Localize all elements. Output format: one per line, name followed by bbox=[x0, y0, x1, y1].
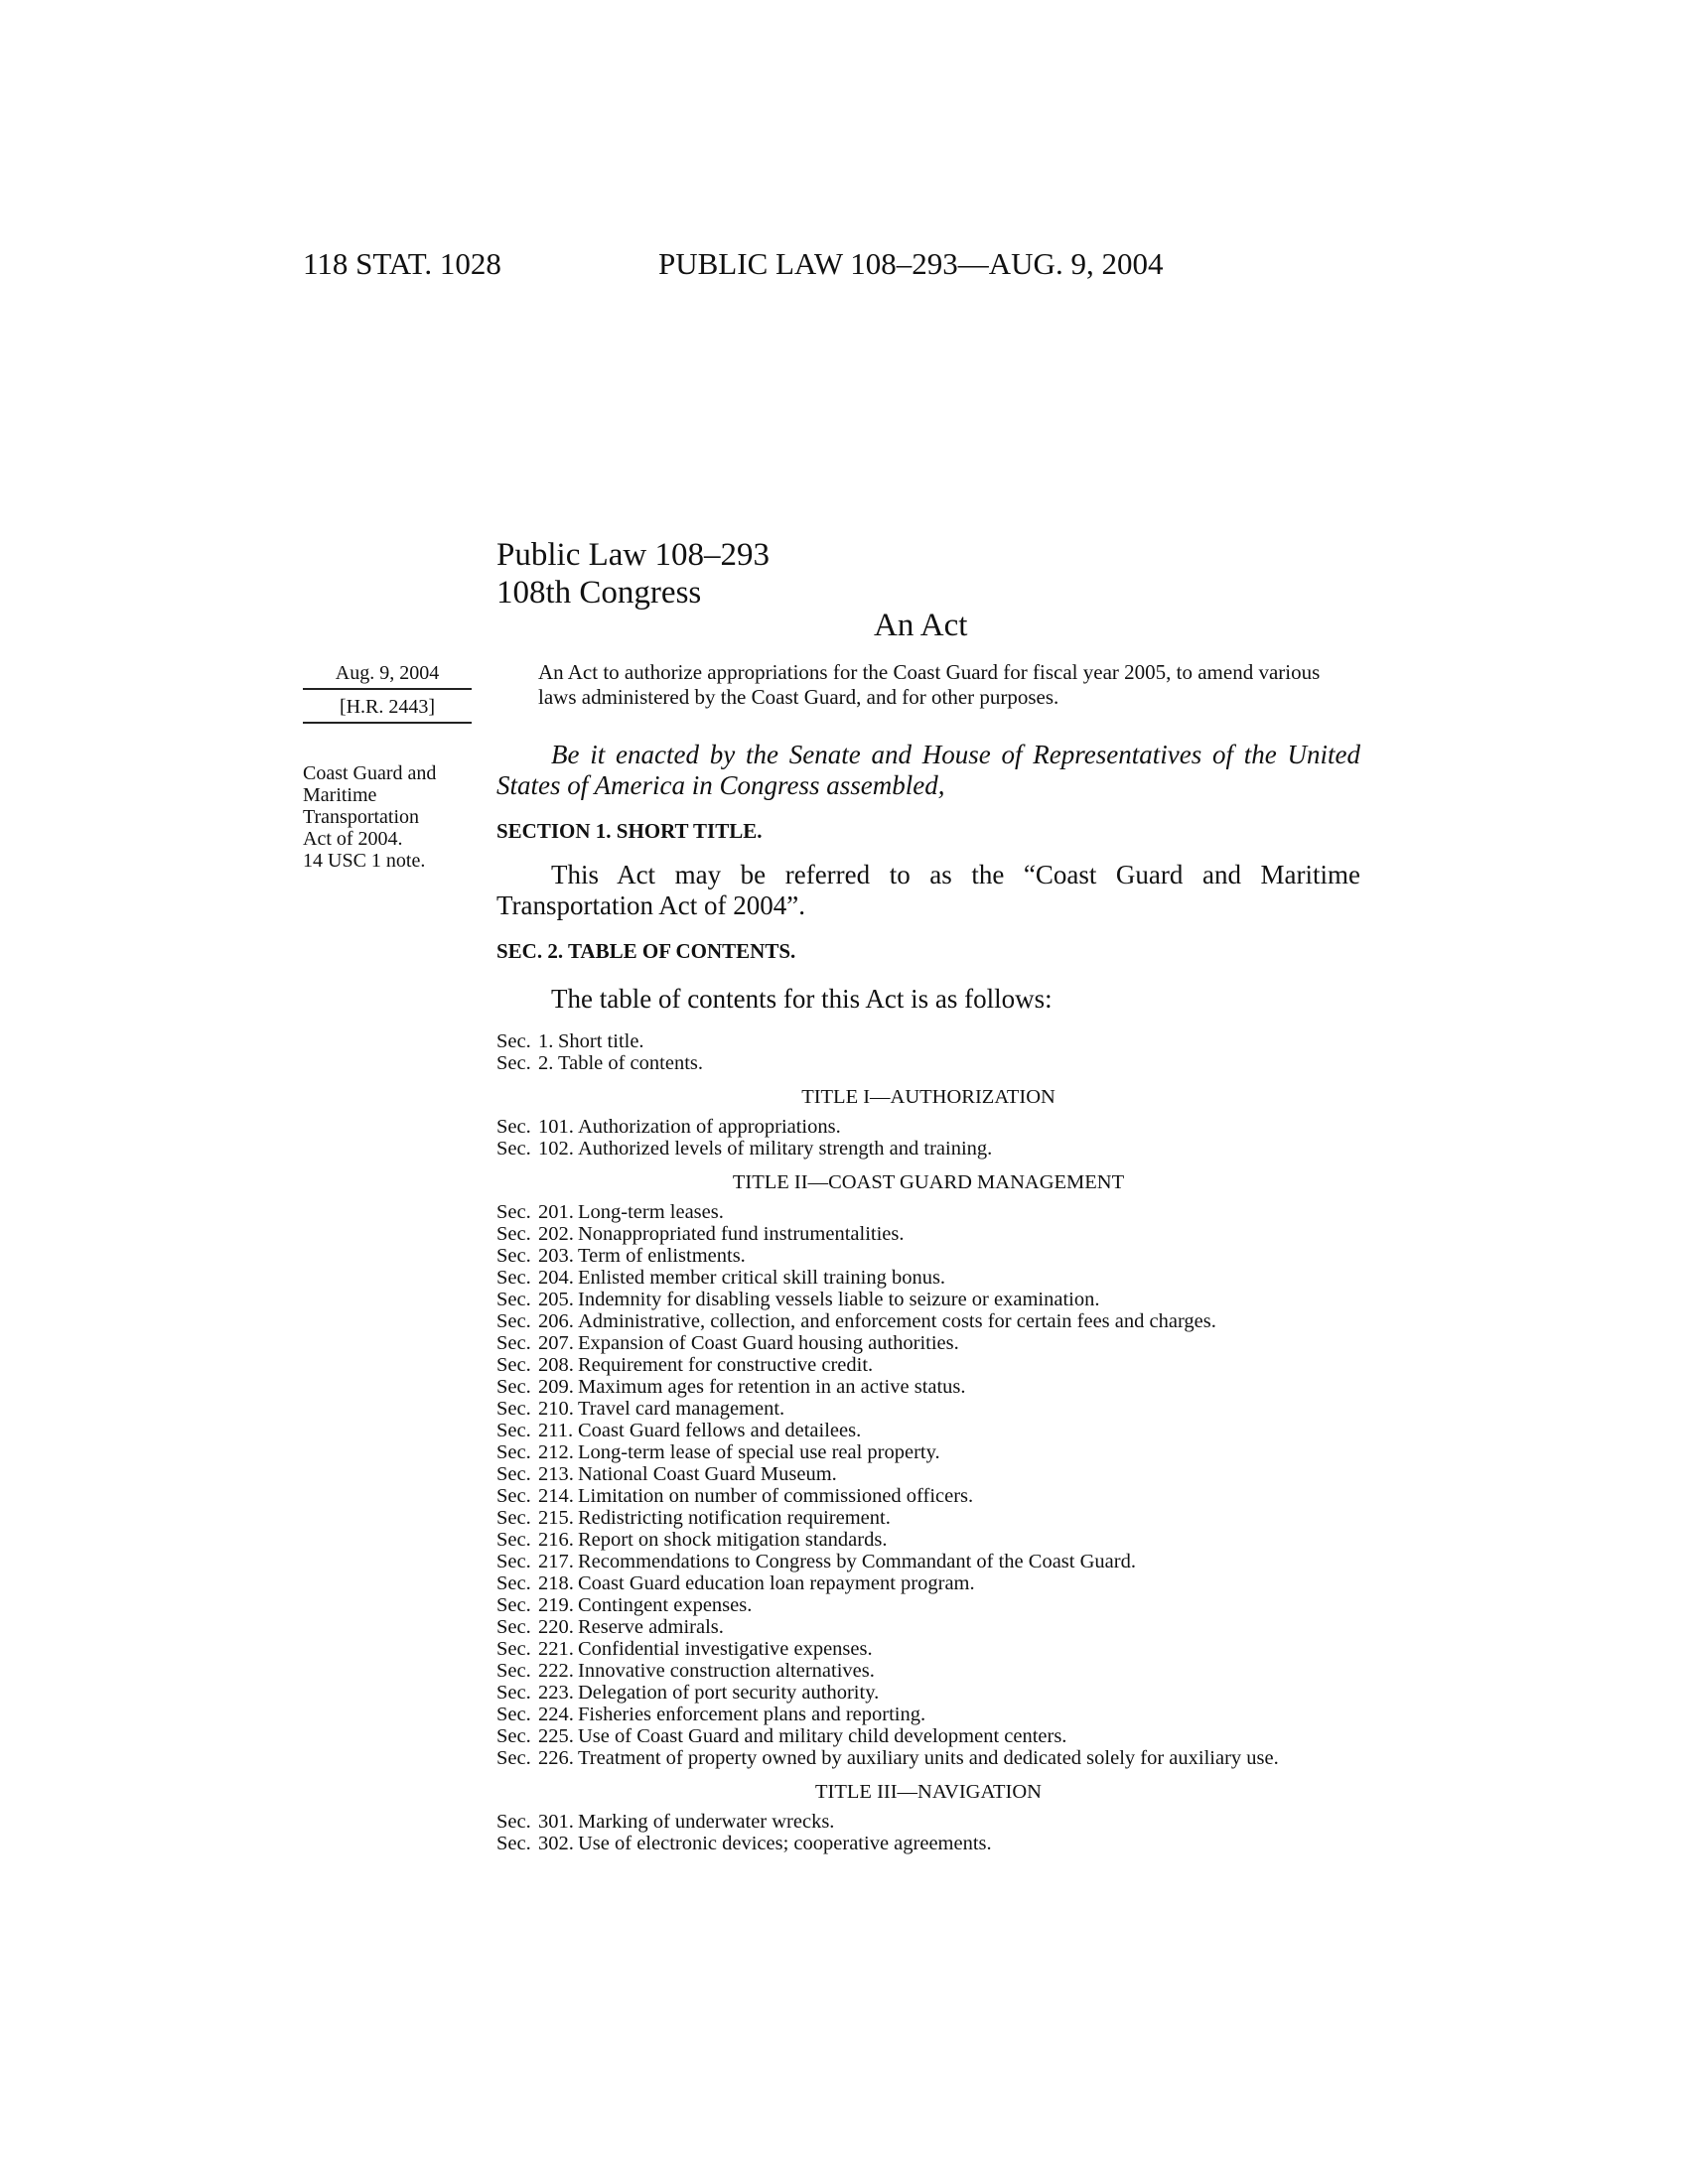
main-text bbox=[496, 660, 1360, 1854]
toc-sec-label: Sec. bbox=[496, 1289, 531, 1310]
toc-section-title: National Coast Guard Museum. bbox=[578, 1463, 837, 1485]
toc-section-title: Redistricting notification requirement. bbox=[578, 1507, 891, 1529]
toc-entry bbox=[496, 1704, 1360, 1725]
toc-section-title: Use of Coast Guard and military child development centers. bbox=[578, 1725, 1067, 1747]
toc-sec-label: Sec. bbox=[496, 1507, 531, 1529]
table-of-contents bbox=[496, 1030, 1360, 1854]
toc-entry bbox=[496, 1485, 1360, 1507]
toc-title-heading: TITLE II—COAST GUARD MANAGEMENT bbox=[732, 1171, 1125, 1193]
toc-sec-label: Sec. bbox=[496, 1398, 531, 1420]
toc-entry bbox=[496, 1289, 1360, 1310]
toc-entry bbox=[496, 1267, 1360, 1289]
toc-sec-label: Sec. bbox=[496, 1638, 531, 1660]
running-head bbox=[303, 246, 1216, 286]
margin-note bbox=[303, 762, 482, 872]
toc-sec-label: Sec. bbox=[496, 1223, 531, 1245]
toc-entry bbox=[496, 1332, 1360, 1354]
margin-note-line: Transportation bbox=[303, 806, 420, 828]
toc-section-title: Term of enlistments. bbox=[578, 1245, 746, 1267]
toc-section-number: 223. bbox=[538, 1682, 574, 1704]
toc-section-title: Innovative construction alternatives. bbox=[578, 1660, 875, 1682]
toc-sec-label: Sec. bbox=[496, 1116, 531, 1138]
toc-section-number: 201. bbox=[538, 1201, 574, 1223]
toc-entry bbox=[496, 1201, 1360, 1223]
toc-entry bbox=[496, 1441, 1360, 1463]
toc-section-title: Use of electronic devices; cooperative agreements. bbox=[578, 1833, 992, 1854]
toc-section-title: Delegation of port security authority. bbox=[578, 1682, 880, 1704]
statute-page-citation: 118 STAT. 1028 bbox=[303, 246, 501, 281]
toc-entry bbox=[496, 1725, 1360, 1747]
toc-sec-label: Sec. bbox=[496, 1747, 531, 1769]
toc-entry bbox=[496, 1376, 1360, 1398]
toc-sec-label: Sec. bbox=[496, 1682, 531, 1704]
toc-section-number: 217. bbox=[538, 1551, 574, 1572]
toc-section-title: Limitation on number of commissioned officers. bbox=[578, 1485, 974, 1507]
section-1-heading: SECTION 1. SHORT TITLE. bbox=[496, 819, 763, 843]
toc-sec-label: Sec. bbox=[496, 1616, 531, 1638]
toc-sec-label: Sec. bbox=[496, 1052, 531, 1074]
law-date-header: PUBLIC LAW 108–293—AUG. 9, 2004 bbox=[658, 246, 1164, 281]
toc-entry bbox=[496, 1572, 1360, 1594]
toc-entry bbox=[496, 1138, 1360, 1160]
toc-section-number: 224. bbox=[538, 1704, 574, 1725]
toc-section-number: 301. bbox=[538, 1811, 574, 1833]
toc-sec-label: Sec. bbox=[496, 1376, 531, 1398]
toc-section-title: Table of contents. bbox=[558, 1052, 704, 1074]
toc-sec-label: Sec. bbox=[496, 1485, 531, 1507]
public-law-number: Public Law 108–293 bbox=[496, 537, 770, 573]
toc-section-number: 222. bbox=[538, 1660, 574, 1682]
toc-section-number: 218. bbox=[538, 1572, 574, 1594]
toc-section-title: Fisheries enforcement plans and reporting. bbox=[578, 1704, 926, 1725]
toc-entry bbox=[496, 1052, 1360, 1074]
toc-section-title: Confidential investigative expenses. bbox=[578, 1638, 873, 1660]
toc-section-number: 219. bbox=[538, 1594, 574, 1616]
margin-note-line: Maritime bbox=[303, 784, 377, 806]
toc-section-title: Expansion of Coast Guard housing authorities. bbox=[578, 1332, 959, 1354]
toc-entry bbox=[496, 1398, 1360, 1420]
toc-section-number: 212. bbox=[538, 1441, 574, 1463]
toc-entry bbox=[496, 1616, 1360, 1638]
toc-section-title: Nonappropriated fund instrumentalities. bbox=[578, 1223, 905, 1245]
toc-sec-label: Sec. bbox=[496, 1332, 531, 1354]
toc-section-title: Treatment of property owned by auxiliary units and dedicated solely for auxiliary use. bbox=[578, 1747, 1279, 1769]
toc-sec-label: Sec. bbox=[496, 1529, 531, 1551]
toc-section-title: Coast Guard education loan repayment program. bbox=[578, 1572, 975, 1594]
toc-entry bbox=[496, 1116, 1360, 1138]
toc-title-heading: TITLE III—NAVIGATION bbox=[815, 1781, 1042, 1803]
toc-section-title: Authorization of appropriations. bbox=[578, 1116, 841, 1138]
toc-section-number: 204. bbox=[538, 1267, 574, 1289]
toc-section-number: 221. bbox=[538, 1638, 574, 1660]
toc-section-number: 220. bbox=[538, 1616, 574, 1638]
toc-section-number: 2. bbox=[538, 1052, 554, 1074]
enactment-date: Aug. 9, 2004 bbox=[303, 660, 472, 690]
toc-section-title: Indemnity for disabling vessels liable to seizure or examination. bbox=[578, 1289, 1100, 1310]
toc-sec-label: Sec. bbox=[496, 1201, 531, 1223]
toc-section-number: 209. bbox=[538, 1376, 574, 1398]
toc-entry bbox=[496, 1594, 1360, 1616]
toc-section-number: 215. bbox=[538, 1507, 574, 1529]
toc-sec-label: Sec. bbox=[496, 1594, 531, 1616]
section-2-heading: SEC. 2. TABLE OF CONTENTS. bbox=[496, 939, 796, 963]
toc-section-number: 213. bbox=[538, 1463, 574, 1485]
toc-sec-label: Sec. bbox=[496, 1463, 531, 1485]
toc-entry bbox=[496, 1223, 1360, 1245]
section-1-text: This Act may be referred to as the “Coast Guard and Maritime Transportation Act of 2004”. bbox=[496, 860, 1360, 920]
toc-entry bbox=[496, 1463, 1360, 1485]
an-act-heading: An Act bbox=[874, 608, 968, 643]
toc-section-number: 102. bbox=[538, 1138, 574, 1160]
toc-section-title: Reserve admirals. bbox=[578, 1616, 724, 1638]
toc-section-title: Travel card management. bbox=[578, 1398, 785, 1420]
toc-sec-label: Sec. bbox=[496, 1420, 531, 1441]
toc-sec-label: Sec. bbox=[496, 1030, 531, 1052]
toc-section-title: Recommendations to Congress by Commandant of the Coast Guard. bbox=[578, 1551, 1136, 1572]
toc-section-title: Report on shock mitigation standards. bbox=[578, 1529, 888, 1551]
toc-sec-label: Sec. bbox=[496, 1660, 531, 1682]
margin-date-block bbox=[303, 660, 472, 724]
toc-section-number: 210. bbox=[538, 1398, 574, 1420]
toc-section-title: Marking of underwater wrecks. bbox=[578, 1811, 835, 1833]
toc-sec-label: Sec. bbox=[496, 1354, 531, 1376]
toc-sec-label: Sec. bbox=[496, 1833, 531, 1854]
margin-note-line: Coast Guard and bbox=[303, 762, 437, 784]
toc-section-title: Coast Guard fellows and detailees. bbox=[578, 1420, 862, 1441]
toc-entry bbox=[496, 1682, 1360, 1704]
toc-section-title: Contingent expenses. bbox=[578, 1594, 753, 1616]
toc-section-title: Long-term leases. bbox=[578, 1201, 724, 1223]
margin-note-line: Act of 2004. bbox=[303, 828, 403, 850]
toc-section-number: 202. bbox=[538, 1223, 574, 1245]
bill-number: [H.R. 2443] bbox=[303, 690, 472, 724]
toc-entry bbox=[496, 1660, 1360, 1682]
act-description: An Act to authorize appropriations for the Coast Guard for fiscal year 2005, to amend various laws administered by the Coast Guard, and for other purposes. bbox=[538, 660, 1321, 709]
toc-entry bbox=[496, 1354, 1360, 1376]
toc-section-number: 225. bbox=[538, 1725, 574, 1747]
toc-entry bbox=[496, 1833, 1360, 1854]
toc-title-heading: TITLE I—AUTHORIZATION bbox=[801, 1086, 1055, 1108]
toc-section-number: 203. bbox=[538, 1245, 574, 1267]
enacting-clause: Be it enacted by the Senate and House of Representatives of the United States of America in Congress assembled, bbox=[496, 740, 1360, 800]
toc-section-title: Long-term lease of special use real property. bbox=[578, 1441, 940, 1463]
toc-sec-label: Sec. bbox=[496, 1138, 531, 1160]
toc-section-number: 302. bbox=[538, 1833, 574, 1854]
toc-sec-label: Sec. bbox=[496, 1725, 531, 1747]
margin-note-line: 14 USC 1 note. bbox=[303, 850, 426, 872]
toc-entry bbox=[496, 1310, 1360, 1332]
toc-sec-label: Sec. bbox=[496, 1310, 531, 1332]
toc-section-number: 214. bbox=[538, 1485, 574, 1507]
toc-section-number: 1. bbox=[538, 1030, 554, 1052]
toc-section-title: Administrative, collection, and enforcement costs for certain fees and charges. bbox=[578, 1310, 1216, 1332]
toc-section-title: Enlisted member critical skill training bonus. bbox=[578, 1267, 946, 1289]
toc-section-number: 216. bbox=[538, 1529, 574, 1551]
toc-sec-label: Sec. bbox=[496, 1267, 531, 1289]
toc-sec-label: Sec. bbox=[496, 1811, 531, 1833]
toc-section-title: Short title. bbox=[558, 1030, 644, 1052]
toc-sec-label: Sec. bbox=[496, 1704, 531, 1725]
toc-entry bbox=[496, 1245, 1360, 1267]
toc-section-number: 207. bbox=[538, 1332, 574, 1354]
toc-section-number: 206. bbox=[538, 1310, 574, 1332]
toc-sec-label: Sec. bbox=[496, 1551, 531, 1572]
toc-entry bbox=[496, 1551, 1360, 1572]
toc-entry bbox=[496, 1811, 1360, 1833]
toc-entry bbox=[496, 1030, 1360, 1052]
toc-sec-label: Sec. bbox=[496, 1245, 531, 1267]
law-heading bbox=[496, 536, 770, 612]
toc-entry bbox=[496, 1529, 1360, 1551]
toc-sec-label: Sec. bbox=[496, 1441, 531, 1463]
section-2-text: The table of contents for this Act is as follows: bbox=[551, 984, 1053, 1014]
toc-section-title: Requirement for constructive credit. bbox=[578, 1354, 874, 1376]
toc-section-number: 101. bbox=[538, 1116, 574, 1138]
toc-section-number: 205. bbox=[538, 1289, 574, 1310]
toc-section-number: 208. bbox=[538, 1354, 574, 1376]
toc-entry bbox=[496, 1638, 1360, 1660]
toc-section-title: Authorized levels of military strength and training. bbox=[578, 1138, 993, 1160]
toc-section-title: Maximum ages for retention in an active status. bbox=[578, 1376, 966, 1398]
congress-number: 108th Congress bbox=[496, 575, 702, 611]
toc-entry bbox=[496, 1747, 1360, 1769]
toc-entry bbox=[496, 1507, 1360, 1529]
toc-entry bbox=[496, 1420, 1360, 1441]
toc-section-number: 211. bbox=[538, 1420, 574, 1441]
toc-section-number: 226. bbox=[538, 1747, 574, 1769]
toc-sec-label: Sec. bbox=[496, 1572, 531, 1594]
